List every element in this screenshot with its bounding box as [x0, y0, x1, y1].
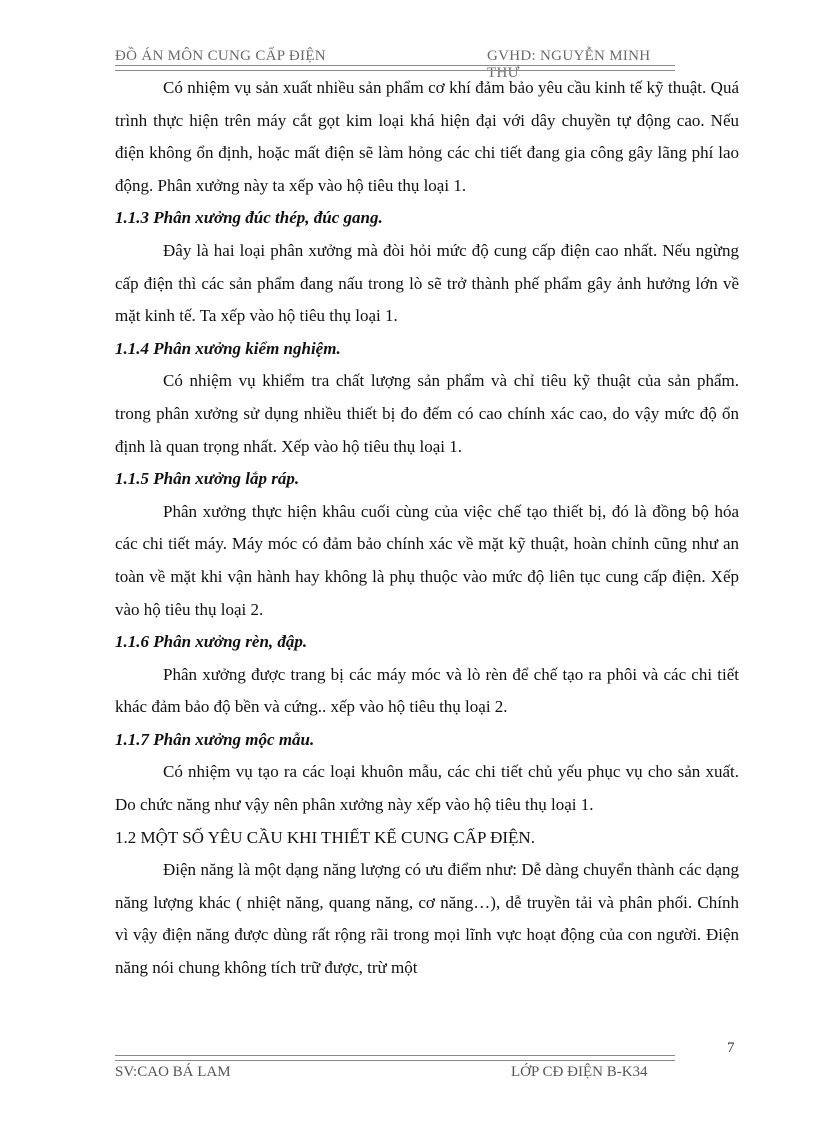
header-instructor: GVHD: NGUYỄN MINH THƯ	[487, 48, 651, 81]
paragraph-casting-workshop: Đây là hai loại phân xưởng mà đòi hỏi mức độ cung cấp điện cao nhất. Nếu ngừng cấp điện thì các sản phẩm đang nấu trong lò sẽ trở thành phế phẩm gây ảnh hưởng lớn về mặt kinh tế. Ta xếp vào hộ tiêu thụ loại 1.	[115, 240, 739, 326]
section-heading-1-2: 1.2 MỘT SỐ YÊU CẦU KHI THIẾT KẾ CUNG CẤP ĐIỆN.	[115, 827, 535, 847]
paragraph-inspection-workshop: Có nhiệm vụ khiểm tra chất lượng sản phẩm và chỉ tiêu kỹ thuật của sản phẩm. trong phân xưởng sử dụng nhiều thiết bị đo đếm có cao chính xác cao, do vậy mức độ ổn định là quan trọng nhất. Xếp vào hộ tiêu thụ loại 1.	[115, 371, 739, 456]
paragraph-pattern-workshop: Có nhiệm vụ tạo ra các loại khuôn mẫu, các chi tiết chủ yếu phục vụ cho sản xuất. Do chức năng như vậy nên phân xưởng này xếp vào hộ tiêu thụ loại 1.	[115, 762, 739, 815]
section-heading-1-1-5: 1.1.5 Phân xưởng lắp ráp.	[115, 469, 300, 489]
section-heading-1-1-6: 1.1.6 Phân xưởng rèn, đập.	[115, 632, 308, 652]
section-heading-1-1-4: 1.1.4 Phân xưởng kiểm nghiệm.	[115, 338, 341, 358]
page-number: 7	[727, 1040, 735, 1056]
paragraph-workshop-mechanical: Có nhiệm vụ sản xuất nhiều sản phẩm cơ khí đảm bảo yêu cầu kinh tế kỹ thuật. Quá trình thực hiện trên máy cắt gọt kim loại khá hiện đại với dây chuyền tự động cao. Nếu điện không ổn định, hoặc mất điện sẽ làm hỏng các chi tiết đang gia công gây lãng phí lao động. Phân xưởng này ta xếp vào hộ tiêu thụ loại 1.	[115, 78, 739, 195]
document-body	[115, 72, 739, 985]
paragraph-assembly-workshop: Phân xưởng thực hiện khâu cuối cùng của việc chế tạo thiết bị, đó là đồng bộ hóa các chi tiết máy. Máy móc có đảm bảo chính xác về mặt kỹ thuật, hoàn chỉnh cũng như an toàn về mặt khi vận hành hay không là phụ thuộc vào mức độ liên tục cung cấp điện. Xếp vào hộ tiêu thụ loại 2.	[115, 501, 739, 619]
footer-divider	[115, 1055, 675, 1061]
paragraph-forging-workshop: Phân xưởng được trang bị các máy móc và lò rèn để chế tạo ra phôi và các chi tiết khác đảm bảo độ bền và cứng.. xếp vào hộ tiêu thụ loại 2.	[115, 664, 739, 717]
page-footer	[115, 1064, 675, 1086]
section-heading-1-1-3: 1.1.3 Phân xưởng đúc thép, đúc gang.	[115, 208, 383, 228]
footer-student: SV:CAO BÁ LAM	[115, 1064, 231, 1080]
header-divider	[115, 65, 675, 71]
header-course-title: ĐỒ ÁN MÔN CUNG CẤP ĐIỆN	[115, 48, 326, 64]
section-heading-1-1-7: 1.1.7 Phân xưởng mộc mẫu.	[115, 729, 315, 749]
paragraph-electric-energy: Điện năng là một dạng năng lượng có ưu điểm như: Dễ dàng chuyển thành các dạng năng lượng khác ( nhiệt năng, quang năng, cơ năng…), dễ truyền tải và phân phối. Chính vì vậy điện năng được dùng rất rộng rãi trong mọi lĩnh vực hoạt động của con người. Điện năng nói chung không tích trữ được, trừ một	[115, 860, 739, 978]
footer-class: LỚP CĐ ĐIỆN B-K34	[511, 1064, 648, 1080]
